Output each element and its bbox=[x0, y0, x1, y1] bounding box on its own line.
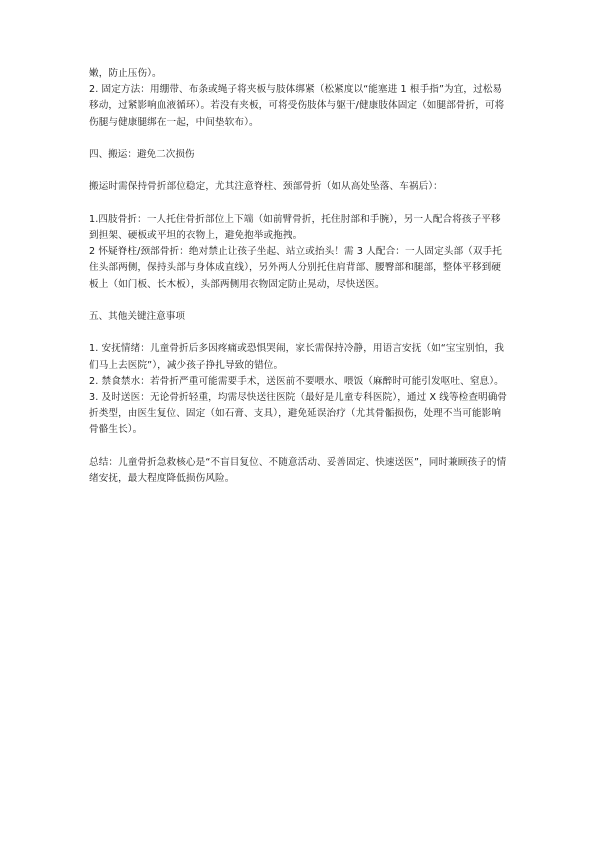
spacer bbox=[89, 439, 509, 455]
spacer bbox=[89, 196, 509, 212]
comfort-emotion: 1. 安抚情绪：儿童骨折后多因疼痛或恐惧哭闹，家长需保持冷静，用语言安抚（如“宝宝别怕，我们马上去医院”），减少孩子挣扎导致的错位。 bbox=[89, 343, 505, 371]
section-5-heading: 五、其他关键注意事项 bbox=[89, 310, 185, 322]
fixation-method: 2. 固定方法：用绷带、布条或绳子将夹板与肢体绑紧（松紧度以“能塞进 1 根手指”为宜，过松易移动，过紧影响血液循环）。若没有夹板，可将受伤肢体与躯干/健康肢体固定（如腿部骨折，可将伤腿与健康腿绑在一起，中间垫软布）。 bbox=[89, 84, 505, 128]
limb-fracture: 1.四肢骨折：一人托住骨折部位上下端（如前臂骨折，托住肘部和手腕），另一人配合将孩子平移到担架、硬板或平坦的衣物上，避免抱举或拖拽。 bbox=[89, 213, 501, 241]
spacer bbox=[89, 163, 509, 179]
timely-medical: 3. 及时送医：无论骨折轻重，均需尽快送往医院（最好是儿童专科医院），通过 X 线等检查明确骨折类型，由医生复位、固定（如石膏、支具），避免延误治疗（尤其骨骺损伤，处理不当可能影响骨骼生长）。 bbox=[89, 391, 508, 436]
continued-line: 嫩，防止压伤）。 bbox=[89, 68, 162, 79]
transport-intro: 搬运时需保持骨折部位稳定，尤其注意脊柱、颈部骨折（如从高处坠落、车祸后）： bbox=[89, 181, 443, 193]
spacer bbox=[89, 293, 509, 309]
no-food-water: 2. 禁食禁水：若骨折严重可能需要手术，送医前不要喂水、喂饭（麻醉时可能引发呕吐、窒息）。 bbox=[89, 375, 504, 387]
summary: 总结：儿童骨折急救核心是“不盲目复位、不随意活动、妥善固定、快速送医”，同时兼顾孩子的情绪安抚，最大程度降低损伤风险。 bbox=[89, 456, 507, 484]
spacer bbox=[89, 131, 509, 147]
spacer bbox=[89, 325, 509, 341]
spine-fracture: 2 怀疑脊柱/颈部骨折：绝对禁止让孩子坐起、站立或抬头！需 3 人配合：一人固定头部（双手托住头部两侧，保持头部与身体成直线），另外两人分别托住肩背部、腰臀部和腿部，整体平移到硬板上（如门板、长木板），头部两侧用衣物固定防止晃动，尽快送医。 bbox=[89, 246, 502, 290]
document-page bbox=[89, 66, 509, 487]
section-4-heading: 四、搬运：避免二次损伤 bbox=[89, 149, 195, 160]
